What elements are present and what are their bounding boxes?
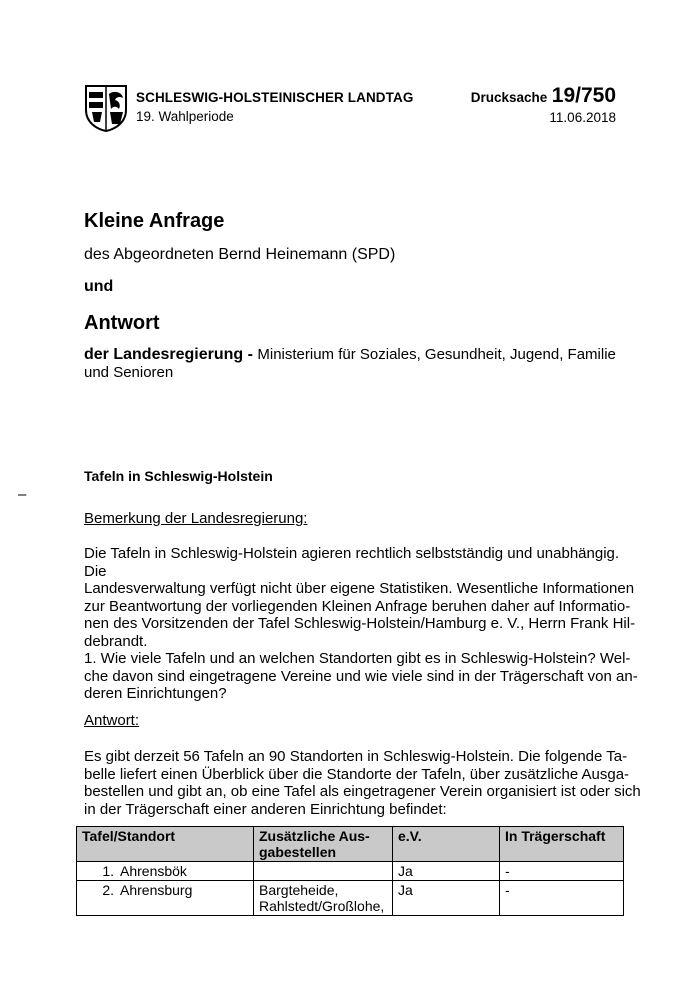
ausgabe-line: Rahlstedt/Großlohe, xyxy=(259,898,385,914)
table-row xyxy=(77,862,624,881)
remark-line: Landesverwaltung verfügt nicht über eigene Statistiken. Wesentliche Informationen xyxy=(84,580,635,597)
answer-line: Es gibt derzeit 56 Tafeln an 90 Standorten in Schleswig-Holstein. Die folgende Ta- xyxy=(84,748,628,765)
question-line: deren Einrichtungen? xyxy=(84,685,227,702)
und-line: und xyxy=(84,278,114,295)
standort-name: Ahrensbök xyxy=(120,863,187,879)
tafel-table xyxy=(76,826,624,916)
drucksache-number: 19/750 xyxy=(551,84,616,107)
col-header-traegerschaft: In Trägerschaft xyxy=(500,827,624,862)
ministry-line xyxy=(84,346,644,382)
table-header-row xyxy=(77,827,624,862)
remark-text xyxy=(84,545,644,650)
cell-ev: Ja xyxy=(393,862,500,881)
standort-name: Ahrensburg xyxy=(120,882,193,898)
cell-traegerschaft: - xyxy=(500,881,624,916)
header-right xyxy=(471,84,616,125)
remark-line: zur Beantwortung der vorliegenden Kleinen Anfrage beruhen daher auf Informatio- xyxy=(84,597,631,615)
col-header-ausgabestellen xyxy=(254,827,393,862)
remark-line: Die Tafeln in Schleswig-Holstein agieren rechtlich selbstständig und unabhängig. Die xyxy=(84,545,620,580)
col-header-standort: Tafel/Standort xyxy=(77,827,254,862)
doc-type-heading: Kleine Anfrage xyxy=(84,210,225,232)
cell-ev: Ja xyxy=(393,881,500,916)
answer-text xyxy=(84,748,644,818)
row-number: 1. xyxy=(102,863,114,879)
table-row xyxy=(77,881,624,916)
question-line: che davon sind eingetragene Vereine und wie viele sind in der Trägerschaft von an- xyxy=(84,667,638,685)
header-left xyxy=(136,90,413,124)
parliament-name: SCHLESWIG-HOLSTEINISCHER LANDTAG xyxy=(136,90,414,105)
answer-heading-1: Antwort: xyxy=(84,712,140,729)
question-line: 1. Wie viele Tafeln und an welchen Standorten gibt es in Schleswig-Holstein? Wel- xyxy=(84,650,631,667)
col-header-ausgabestellen-line2: gabestellen xyxy=(259,844,337,860)
coat-of-arms-icon xyxy=(84,84,128,132)
col-header-ausgabestellen-line1: Zusätzliche Aus- xyxy=(259,828,370,844)
ministry-name-line2: und Senioren xyxy=(84,364,174,381)
answer-heading: Antwort xyxy=(84,312,160,334)
answer-line: bestellen und gibt an, ob eine Tafel als eingetragener Verein organisiert ist oder sich xyxy=(84,783,641,800)
subject-heading: Tafeln in Schleswig-Holstein xyxy=(84,468,273,484)
author-line: des Abgeordneten Bernd Heinemann (SPD) xyxy=(84,246,396,263)
ministry-name-line1: Ministerium für Soziales, Gesundheit, Jugend, Familie xyxy=(257,346,616,363)
cell-standort xyxy=(77,862,254,881)
cell-ausgabestellen xyxy=(254,881,393,916)
cell-traegerschaft: - xyxy=(500,862,624,881)
remark-heading: Bemerkung der Landesregierung: xyxy=(84,510,308,527)
government-label: der Landesregierung - xyxy=(84,346,253,363)
document-date: 11.06.2018 xyxy=(549,110,616,125)
drucksache-label: Drucksache xyxy=(470,90,548,105)
election-period: 19. Wahlperiode xyxy=(136,109,234,124)
answer-line: in der Trägerschaft einer anderen Einrichtung befindet: xyxy=(84,800,447,818)
cell-ausgabestellen xyxy=(254,862,393,881)
remark-line: debrandt. xyxy=(84,632,148,650)
cell-standort xyxy=(77,881,254,916)
remark-line: nen des Vorsitzenden der Tafel Schleswig-Holstein/Hamburg e. V., Herrn Frank Hil- xyxy=(84,615,636,632)
ausgabe-line: Bargteheide, xyxy=(259,882,339,898)
margin-mark: – xyxy=(18,486,27,503)
answer-line: belle liefert einen Überblick über die Standorte der Tafeln, über zusätzliche Ausga- xyxy=(84,765,630,783)
col-header-ev: e.V. xyxy=(393,827,500,862)
row-number: 2. xyxy=(102,882,114,898)
question-1 xyxy=(84,650,644,703)
